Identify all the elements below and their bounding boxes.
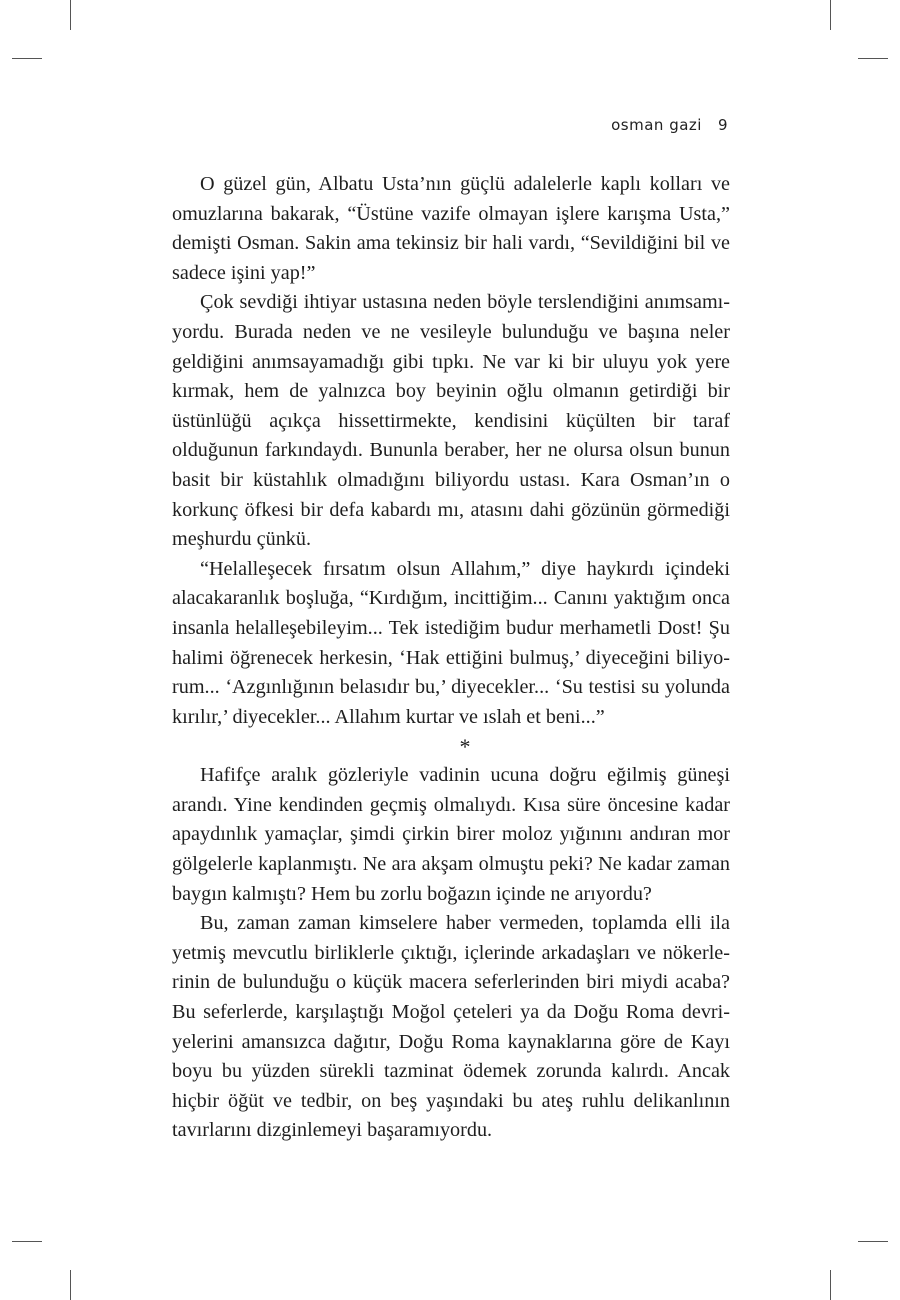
crop-mark-top-right-horizontal	[858, 58, 888, 59]
paragraph: “Helalleşecek fırsatım olsun Allahım,” diye haykırdı içindeki alacakaranlık boşluğa, “Kırdığım, incittiğim... Canını yaktığım onca insanla helalleşebileyim... Tek istediğim budur merhametli Dost! Şu halimi öğrenecek herkesin, ‘Hak ettiğini bulmuş,’ diyeceğini biliyorum... ‘Azgınlığının belasıdır bu,’ diyecekler... ‘Su testisi su yolunda kırılır,’ diyecekler... Allahım kurtar ve ıslah et beni...”	[172, 557, 730, 728]
crop-mark-bottom-left-vertical	[70, 1270, 71, 1300]
paragraph: Çok sevdiği ihtiyar ustasına neden böyle terslendiğini anımsamıyordu. Burada neden ve ne vesileyle bulunduğu ve başına neler geldiğini anımsayamadığı gibi tıpkı. Ne var ki bir uluyu yok yere kırmak, hem de yalnızca boy beyinin oğlu olmanın getirdiği bir üstünlüğü açıkça hissettirmekte, kendisini küçülten bir taraf olduğunun farkındaydı. Bununla beraber, her ne olursa olsun bunun basit bir küstahlık olmadığını biliyordu ustası. Kara Osman’ın o korkunç öfkesi bir defa kabardı mı, atasını dahi gözünün görmediği meşhurdu çünkü.	[172, 291, 730, 551]
crop-mark-top-left-horizontal	[12, 58, 42, 59]
book-title: osman gazi	[611, 116, 702, 134]
crop-mark-bottom-right-vertical	[830, 1270, 831, 1300]
paragraph: Hafifçe aralık gözleriyle vadinin ucuna doğru eğilmiş güneşi arandı. Yine kendinden geçmiş olmalıydı. Kısa süre öncesine kadar apaydınlık yamaçlar, şimdi çirkin birer moloz yığınını andıran mor gölgelerle kaplanmıştı. Ne ara akşam olmuştu peki? Ne kadar zaman baygın kalmıştı? Hem bu zorlu boğazın içinde ne arıyordu?	[172, 764, 730, 905]
page-number: 9	[717, 116, 728, 134]
crop-mark-bottom-left-horizontal	[12, 1241, 42, 1242]
paragraph: O güzel gün, Albatu Usta’nın güçlü adalelerle kaplı kolları ve omuzlarına bakarak, “Üstüne vazife olmayan işlere karışma Usta,” demişti Osman. Sakin ama tekinsiz bir hali vardı, “Sevildiğini bil ve sadece işini yap!”	[172, 173, 730, 284]
body-text	[172, 170, 730, 1146]
crop-mark-top-right-vertical	[830, 0, 831, 30]
paragraph: Bu, zaman zaman kimselere haber vermeden, toplamda elli ila yetmiş mevcutlu birliklerle çıktığı, içlerinde arkadaşları ve nökerlerinin de bulunduğu o küçük macera seferlerinden biri miydi acaba? Bu seferlerde, karşılaştığı Moğol çeteleri ya da Doğu Roma devriyelerini amansızca dağıtır, Doğu Roma kaynaklarına göre de Kayı boyu bu yüzden sürekli tazminat ödemek zorunda kalırdı. Ancak hiçbir öğüt ve tedbir, on beş yaşındaki bu ateş ruhlu delikanlının tavırlarını dizginlemeyi başaramıyordu.	[172, 912, 730, 1142]
crop-mark-top-left-vertical	[70, 0, 71, 30]
crop-mark-bottom-right-horizontal	[858, 1241, 888, 1242]
running-header	[611, 116, 728, 134]
section-break: *	[459, 734, 471, 760]
